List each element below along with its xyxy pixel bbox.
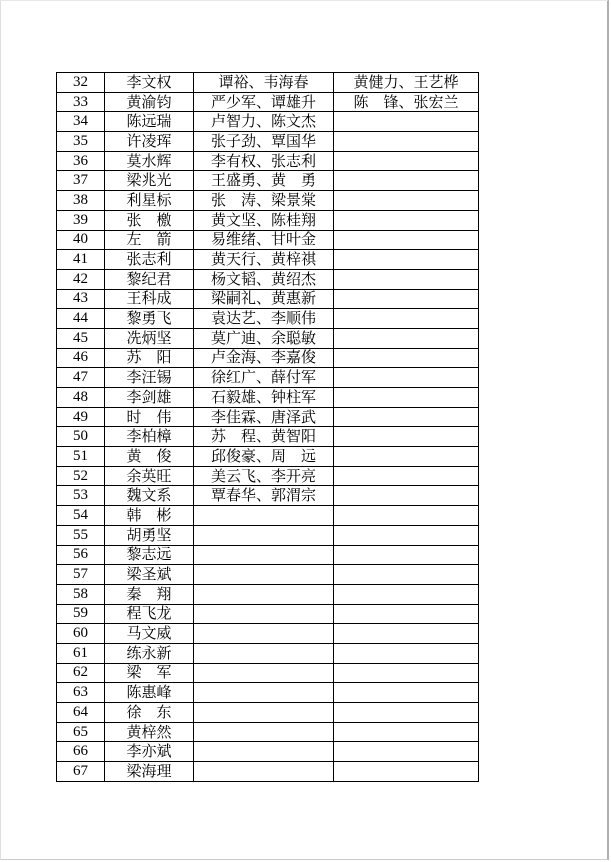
row-number-cell: 35: [57, 132, 105, 152]
table-row: [57, 742, 479, 762]
name-cell: 时 伟: [105, 407, 194, 427]
extra-members-cell: 陈 锋、张宏兰: [334, 92, 479, 112]
members-cell: [194, 506, 334, 526]
row-number-cell: 36: [57, 151, 105, 171]
table-row: [57, 269, 479, 289]
extra-members-cell: [334, 328, 479, 348]
row-number-cell: 52: [57, 466, 105, 486]
extra-members-cell: [334, 762, 479, 782]
row-number-cell: 39: [57, 210, 105, 230]
name-cell: 利星标: [105, 191, 194, 211]
extra-members-cell: [334, 289, 479, 309]
name-cell: 张 檄: [105, 210, 194, 230]
extra-members-cell: [334, 427, 479, 447]
name-cell: 李剑雄: [105, 388, 194, 408]
table-row: [57, 348, 479, 368]
extra-members-cell: [334, 447, 479, 467]
members-cell: 杨文韬、黄绍杰: [194, 269, 334, 289]
extra-members-cell: [334, 368, 479, 388]
row-number-cell: 62: [57, 663, 105, 683]
name-cell: 张志利: [105, 250, 194, 270]
name-cell: 李柏樟: [105, 427, 194, 447]
table-row: [57, 525, 479, 545]
name-cell: 黎志远: [105, 545, 194, 565]
row-number-cell: 51: [57, 447, 105, 467]
name-cell: 徐 东: [105, 703, 194, 723]
row-number-cell: 61: [57, 643, 105, 663]
extra-members-cell: [334, 624, 479, 644]
row-number-cell: 59: [57, 604, 105, 624]
row-number-cell: 60: [57, 624, 105, 644]
members-cell: 黄文坚、陈桂翔: [194, 210, 334, 230]
table-row: [57, 722, 479, 742]
table-row: [57, 466, 479, 486]
name-cell: 余英旺: [105, 466, 194, 486]
extra-members-cell: [334, 683, 479, 703]
name-cell: 练永新: [105, 643, 194, 663]
members-cell: 美云飞、李开亮: [194, 466, 334, 486]
row-number-cell: 42: [57, 269, 105, 289]
members-cell: 张子劲、覃国华: [194, 132, 334, 152]
extra-members-cell: [334, 742, 479, 762]
members-cell: 谭裕、韦海春: [194, 73, 334, 93]
row-number-cell: 55: [57, 525, 105, 545]
row-number-cell: 64: [57, 703, 105, 723]
table-row: [57, 545, 479, 565]
name-cell: 黎勇飞: [105, 309, 194, 329]
table-row: [57, 112, 479, 132]
extra-members-cell: [334, 643, 479, 663]
row-number-cell: 57: [57, 565, 105, 585]
members-cell: 王盛勇、黄 勇: [194, 171, 334, 191]
extra-members-cell: [334, 584, 479, 604]
table-row: [57, 230, 479, 250]
members-cell: 严少军、谭雄升: [194, 92, 334, 112]
members-cell: 卢金海、李嘉俊: [194, 348, 334, 368]
extra-members-cell: [334, 545, 479, 565]
row-number-cell: 47: [57, 368, 105, 388]
members-cell: 黄天行、黄梓祺: [194, 250, 334, 270]
row-number-cell: 33: [57, 92, 105, 112]
members-cell: 覃春华、郭渭宗: [194, 486, 334, 506]
members-cell: 梁嗣礼、黄惠新: [194, 289, 334, 309]
row-number-cell: 58: [57, 584, 105, 604]
name-cell: 黄渝钧: [105, 92, 194, 112]
extra-members-cell: [334, 525, 479, 545]
name-cell: 胡勇坚: [105, 525, 194, 545]
table-row: [57, 584, 479, 604]
roster-table-body: [57, 73, 479, 782]
row-number-cell: 65: [57, 722, 105, 742]
extra-members-cell: [334, 132, 479, 152]
members-cell: 莫广迪、余聪敏: [194, 328, 334, 348]
extra-members-cell: [334, 112, 479, 132]
row-number-cell: 48: [57, 388, 105, 408]
row-number-cell: 41: [57, 250, 105, 270]
members-cell: 徐红广、薛付军: [194, 368, 334, 388]
members-cell: [194, 545, 334, 565]
extra-members-cell: 黄健力、王艺桦: [334, 73, 479, 93]
table-row: [57, 250, 479, 270]
row-number-cell: 56: [57, 545, 105, 565]
members-cell: [194, 584, 334, 604]
table-row: [57, 683, 479, 703]
extra-members-cell: [334, 663, 479, 683]
table-row: [57, 407, 479, 427]
members-cell: [194, 624, 334, 644]
members-cell: 苏 程、黄智阳: [194, 427, 334, 447]
name-cell: 莫水辉: [105, 151, 194, 171]
row-number-cell: 37: [57, 171, 105, 191]
extra-members-cell: [334, 230, 479, 250]
name-cell: 梁圣斌: [105, 565, 194, 585]
name-cell: 苏 阳: [105, 348, 194, 368]
name-cell: 冼炳坚: [105, 328, 194, 348]
row-number-cell: 63: [57, 683, 105, 703]
name-cell: 梁兆光: [105, 171, 194, 191]
name-cell: 李汪锡: [105, 368, 194, 388]
table-row: [57, 309, 479, 329]
name-cell: 黄梓然: [105, 722, 194, 742]
table-row: [57, 151, 479, 171]
name-cell: 陈远瑞: [105, 112, 194, 132]
extra-members-cell: [334, 269, 479, 289]
roster-table: [56, 72, 479, 782]
extra-members-cell: [334, 703, 479, 723]
table-row: [57, 643, 479, 663]
extra-members-cell: [334, 388, 479, 408]
table-row: [57, 388, 479, 408]
row-number-cell: 45: [57, 328, 105, 348]
members-cell: [194, 742, 334, 762]
extra-members-cell: [334, 466, 479, 486]
table-row: [57, 486, 479, 506]
row-number-cell: 43: [57, 289, 105, 309]
table-row: [57, 565, 479, 585]
members-cell: [194, 525, 334, 545]
table-row: [57, 132, 479, 152]
name-cell: 黄 俊: [105, 447, 194, 467]
name-cell: 李文权: [105, 73, 194, 93]
row-number-cell: 67: [57, 762, 105, 782]
members-cell: [194, 565, 334, 585]
extra-members-cell: [334, 151, 479, 171]
name-cell: 李亦斌: [105, 742, 194, 762]
row-number-cell: 50: [57, 427, 105, 447]
extra-members-cell: [334, 565, 479, 585]
row-number-cell: 38: [57, 191, 105, 211]
row-number-cell: 66: [57, 742, 105, 762]
members-cell: [194, 722, 334, 742]
table-row: [57, 447, 479, 467]
members-cell: 易维绪、甘叶金: [194, 230, 334, 250]
members-cell: [194, 762, 334, 782]
name-cell: 陈惠峰: [105, 683, 194, 703]
name-cell: 左 箭: [105, 230, 194, 250]
members-cell: 李佳霖、唐泽武: [194, 407, 334, 427]
name-cell: 马文威: [105, 624, 194, 644]
row-number-cell: 32: [57, 73, 105, 93]
members-cell: [194, 604, 334, 624]
row-number-cell: 49: [57, 407, 105, 427]
table-row: [57, 191, 479, 211]
name-cell: 王科成: [105, 289, 194, 309]
table-row: [57, 210, 479, 230]
table-row: [57, 73, 479, 93]
extra-members-cell: [334, 486, 479, 506]
members-cell: [194, 663, 334, 683]
name-cell: 秦 翔: [105, 584, 194, 604]
table-row: [57, 427, 479, 447]
name-cell: 黎纪君: [105, 269, 194, 289]
table-row: [57, 604, 479, 624]
extra-members-cell: [334, 250, 479, 270]
name-cell: 程飞龙: [105, 604, 194, 624]
members-cell: 张 涛、梁景棠: [194, 191, 334, 211]
members-cell: [194, 643, 334, 663]
members-cell: [194, 703, 334, 723]
extra-members-cell: [334, 191, 479, 211]
extra-members-cell: [334, 309, 479, 329]
members-cell: 李有权、张志利: [194, 151, 334, 171]
extra-members-cell: [334, 722, 479, 742]
row-number-cell: 44: [57, 309, 105, 329]
members-cell: 石毅雄、钟柱军: [194, 388, 334, 408]
name-cell: 许凌珲: [105, 132, 194, 152]
table-row: [57, 703, 479, 723]
row-number-cell: 40: [57, 230, 105, 250]
row-number-cell: 53: [57, 486, 105, 506]
extra-members-cell: [334, 210, 479, 230]
extra-members-cell: [334, 506, 479, 526]
extra-members-cell: [334, 171, 479, 191]
table-row: [57, 762, 479, 782]
extra-members-cell: [334, 604, 479, 624]
row-number-cell: 34: [57, 112, 105, 132]
name-cell: 梁海理: [105, 762, 194, 782]
row-number-cell: 54: [57, 506, 105, 526]
name-cell: 梁 军: [105, 663, 194, 683]
members-cell: [194, 683, 334, 703]
table-row: [57, 92, 479, 112]
table-row: [57, 624, 479, 644]
table-row: [57, 663, 479, 683]
name-cell: 韩 彬: [105, 506, 194, 526]
extra-members-cell: [334, 407, 479, 427]
name-cell: 魏文系: [105, 486, 194, 506]
extra-members-cell: [334, 348, 479, 368]
members-cell: 袁达艺、李顺伟: [194, 309, 334, 329]
table-row: [57, 171, 479, 191]
row-number-cell: 46: [57, 348, 105, 368]
table-row: [57, 289, 479, 309]
table-row: [57, 368, 479, 388]
table-row: [57, 506, 479, 526]
members-cell: 卢智力、陈文杰: [194, 112, 334, 132]
table-row: [57, 328, 479, 348]
members-cell: 邱俊豪、周 远: [194, 447, 334, 467]
